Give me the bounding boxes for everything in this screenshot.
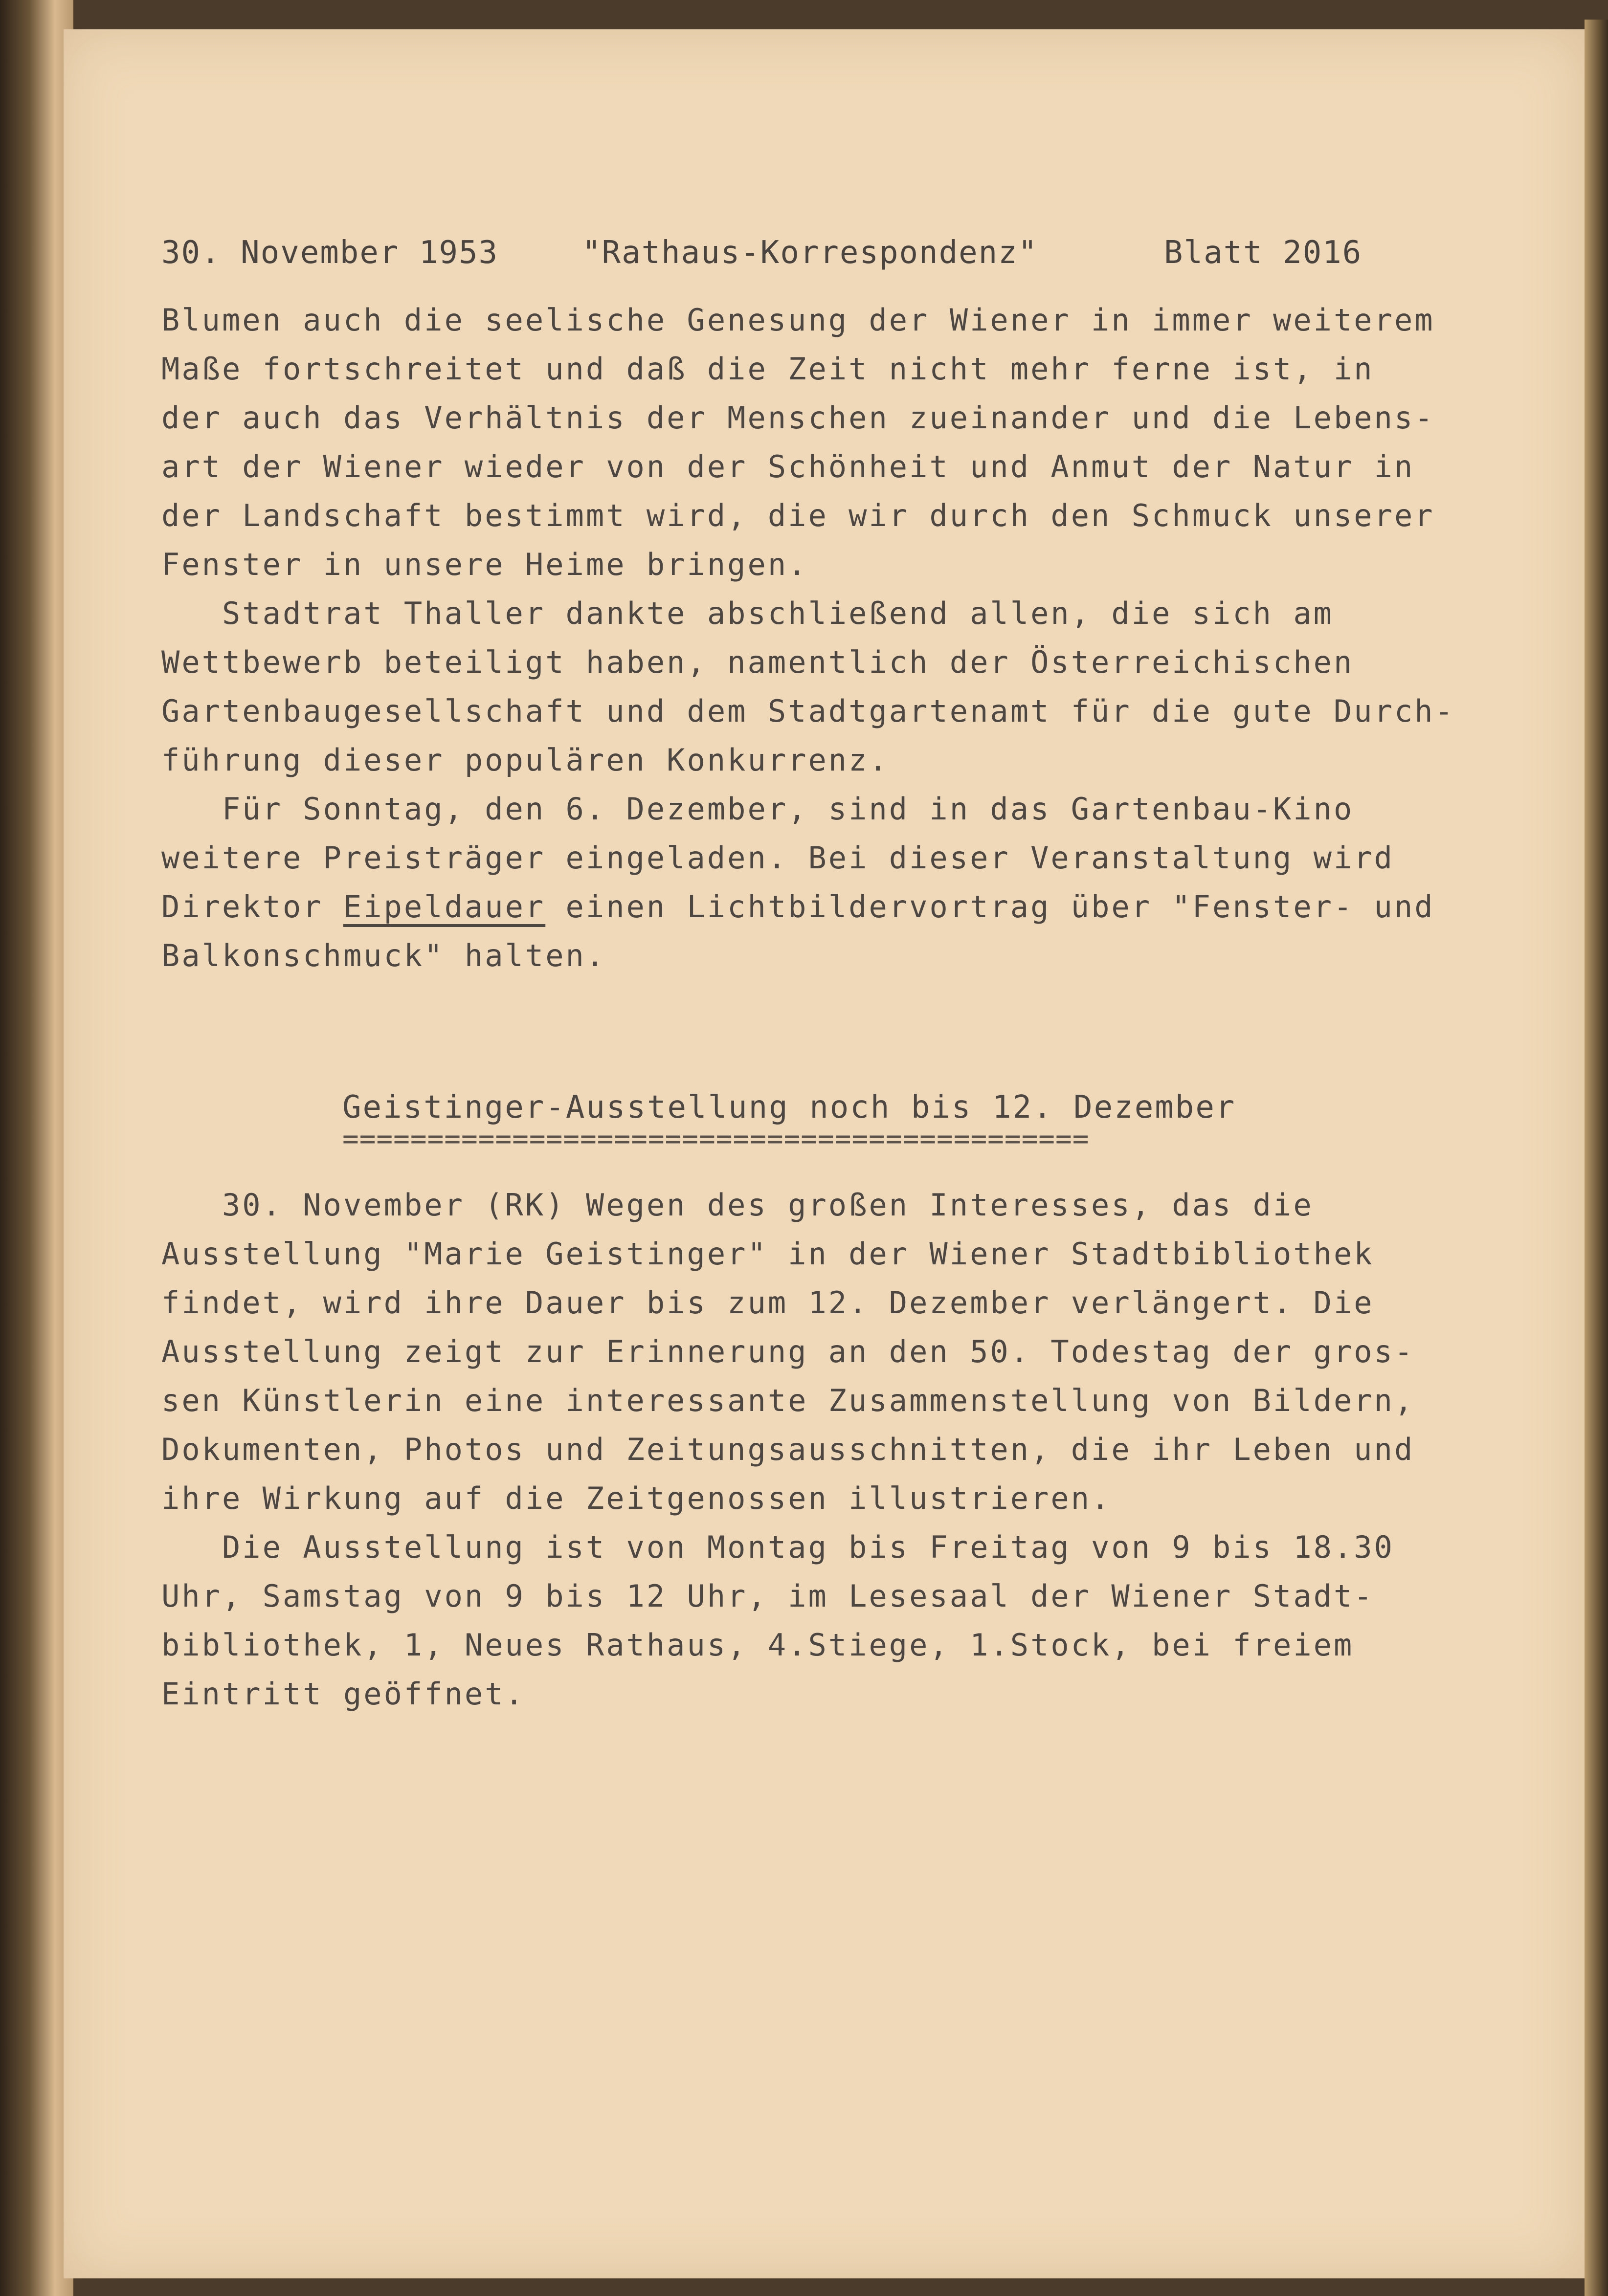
text-line: Blumen auch die seelische Genesung der Wiener in immer weiterem bbox=[161, 302, 1435, 338]
text-line: Ausstellung "Marie Geistinger" in der Wiener Stadtbibliothek bbox=[161, 1236, 1374, 1272]
section-title-rule: ============================================ bbox=[342, 1125, 1090, 1154]
page-header bbox=[161, 235, 1383, 274]
text-line: Fenster in unsere Heime bringen. bbox=[161, 547, 808, 582]
text-line: der Landschaft bestimmt wird, die wir durch den Schmuck unserer bbox=[161, 498, 1435, 533]
text-line: weitere Preisträger eingeladen. Bei dieser Veranstaltung wird bbox=[161, 840, 1394, 876]
text-line: findet, wird ihre Dauer bis zum 12. Dezember verlängert. Die bbox=[161, 1285, 1374, 1321]
text-line: Die Ausstellung ist von Montag bis Freitag von 9 bis 18.30 bbox=[161, 1529, 1394, 1565]
text-line: bibliothek, 1, Neues Rathaus, 4.Stiege, 1.Stock, bei freiem bbox=[161, 1627, 1354, 1663]
text-line bbox=[161, 885, 1443, 929]
text-line: Für Sonntag, den 6. Dezember, sind in das Gartenbau-Kino bbox=[161, 791, 1354, 827]
text-segment: einen Lichtbildervortrag über "Fenster- und bbox=[545, 889, 1435, 925]
book-binding bbox=[0, 0, 73, 2296]
text-line: art der Wiener wieder von der Schönheit und Anmut der Natur in bbox=[161, 449, 1415, 485]
text-line: der auch das Verhältnis der Menschen zueinander und die Lebens- bbox=[161, 400, 1435, 436]
text-line: Ausstellung zeigt zur Erinnerung an den 50. Todestag der gros- bbox=[161, 1334, 1415, 1369]
text-line: 30. November (RK) Wegen des großen Interesses, das die bbox=[161, 1187, 1314, 1223]
header-sheet-number: Blatt 2016 bbox=[1164, 235, 1362, 271]
text-line: Eintritt geöffnet. bbox=[161, 1676, 525, 1712]
header-publication: "Rathaus-Korrespondenz" bbox=[582, 235, 1038, 271]
text-line: Stadtrat Thaller dankte abschließend allen, die sich am bbox=[161, 596, 1334, 631]
text-line: Maße fortschreitet und daß die Zeit nicht mehr ferne ist, in bbox=[161, 351, 1374, 387]
section-title: Geistinger-Ausstellung noch bis 12. Dezember bbox=[342, 1089, 1236, 1126]
page-edge bbox=[1585, 20, 1608, 2296]
text-line: Wettbewerb beteiligt haben, namentlich der Österreichischen bbox=[161, 644, 1354, 680]
text-line: sen Künstlerin eine interessante Zusammenstellung von Bildern, bbox=[161, 1383, 1415, 1418]
underlined-name: Eipeldauer bbox=[343, 889, 546, 925]
text-line: ihre Wirkung auf die Zeitgenossen illustrieren. bbox=[161, 1480, 1112, 1516]
text-line: führung dieser populären Konkurrenz. bbox=[161, 742, 889, 778]
header-date: 30. November 1953 bbox=[161, 235, 499, 271]
text-line: Uhr, Samstag von 9 bis 12 Uhr, im Lesesaal der Wiener Stadt- bbox=[161, 1578, 1374, 1614]
text-line: Dokumenten, Photos und Zeitungsausschnitten, die ihr Leben und bbox=[161, 1432, 1415, 1467]
text-segment: Direktor bbox=[161, 889, 343, 925]
text-line: Balkonschmuck" halten. bbox=[161, 938, 606, 973]
text-line: Gartenbaugesellschaft und dem Stadtgartenamt für die gute Durch- bbox=[161, 693, 1455, 729]
